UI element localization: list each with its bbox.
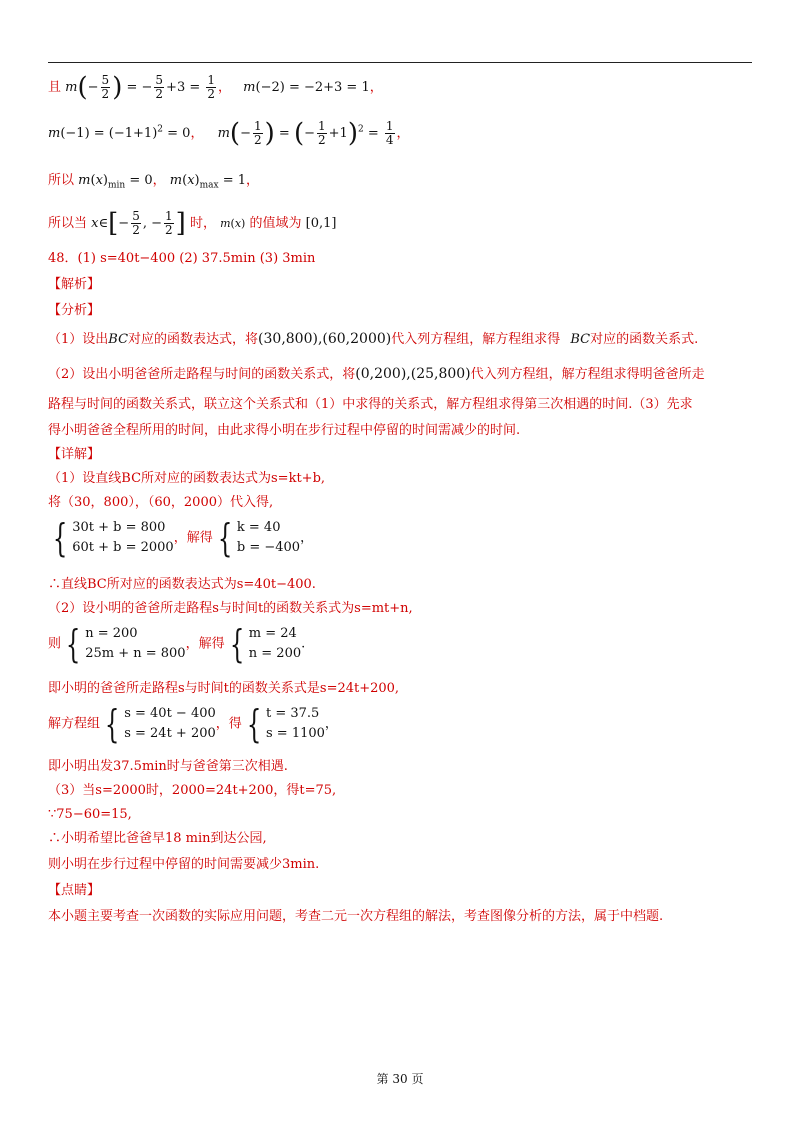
detail-11: ∵75−60=15,: [48, 807, 132, 822]
fenxi-2a: （2）设出小明爸爸所走路程与时间的函数关系式，将: [48, 367, 356, 382]
prefix-suoyi: 所以: [48, 173, 75, 188]
line-m-values-2: [48, 120, 410, 147]
sys3-eq1: s = 40t − 400: [124, 706, 216, 721]
system-3: [124, 704, 216, 744]
math-m-neg-2: m(−2) = −2+3 = 1，: [243, 80, 383, 95]
answer-48: 48．(1) s=40t−400 (2) 37.5min (3) 3min: [48, 251, 316, 266]
line-min-max: [48, 172, 259, 195]
sol2-eq1: m = 24: [248, 626, 297, 641]
fenxi-1d: 对应的函数关系式.: [590, 332, 699, 347]
sol3-eq1: t = 37.5: [265, 706, 320, 721]
solution-2: [249, 624, 301, 664]
line-m-values-1: [48, 74, 383, 101]
sys1-eq1: 30t + b = 800: [72, 520, 166, 535]
text-zhiyuwei: 的值域为: [249, 216, 302, 231]
detail-7: 即小明的爸爸所走路程s与时间t的函数关系式是s=24t+200,: [48, 681, 400, 696]
detail-5: （2）设小明的爸爸所走路程s与时间t的函数关系式为s=mt+n,: [48, 601, 413, 616]
detail-4: ∴直线BC所对应的函数表达式为s=40t−400.: [48, 577, 316, 592]
detail-2: 将（30，800），（60，2000）代入得,: [48, 495, 274, 510]
math-min-max: $m(x)_{min} = 0$， $m(x)_{max} = 1$，: [78, 173, 260, 191]
fenxi-part-2a: [48, 365, 705, 384]
math-m-neg-1: $m(-1) = (-1+1)^2 = 0$，: [48, 124, 204, 141]
math-bc-2: BC: [570, 332, 591, 347]
math-m-of-x: m(x): [220, 217, 246, 230]
fenxi-1c: 代入列方程组，解方程组求得: [391, 332, 561, 347]
prefix-jiefangchengzu: 解方程组: [48, 716, 101, 732]
text-shi: 时，: [189, 216, 216, 231]
detail-13: 则小明在步行过程中停留的时间需要减少3min.: [48, 857, 320, 872]
sol3-eq2: s = 1100: [265, 726, 325, 741]
brace-icon: {: [65, 622, 81, 666]
heading-jiexi: 【解析】: [48, 277, 101, 292]
sys2-eq2: 25m + n = 800: [85, 646, 186, 661]
brace-icon: {: [217, 516, 233, 560]
detail-12: ∴小明希望比爸爸早18 min到达公园,: [48, 831, 267, 846]
sol1-eq1: k = 40: [236, 520, 281, 535]
brace-icon: {: [229, 622, 244, 666]
math-m-neg-1-2: m(− $\frac{1}{2}$ ) = (− $\frac{1}{2}$ +1)$^2$ = $\frac{1}{4}$ ，: [217, 118, 410, 149]
sys3-eq2: s = 24t + 200: [124, 726, 216, 741]
sep-de: ，得: [215, 716, 242, 732]
solution-3: [266, 704, 325, 744]
prefix-suoyidang: 所以当: [48, 216, 88, 231]
detail-1: （1）设直线BC所对应的函数表达式为s=kt+b,: [48, 471, 326, 486]
heading-xiangjie: 【详解】: [48, 447, 101, 462]
sol2-eq2: n = 200: [248, 646, 302, 661]
system-3-line: 解方程组 { s = 40t − 400 s = 24t + 200 ，得 { t = 37.5 s = 1100 ，: [48, 702, 338, 746]
brace-icon: {: [246, 702, 262, 746]
fenxi-1b: 对应的函数表达式，将: [128, 332, 259, 347]
page-footer: 第 30 页: [376, 1072, 424, 1086]
top-rule: [48, 62, 752, 63]
brace-icon: {: [104, 702, 120, 746]
brace-icon: {: [52, 516, 68, 560]
heading-fenxi: 【分析】: [48, 303, 101, 318]
summary: 本小题主要考查一次函数的实际应用问题，考查二元一次方程组的解法，考查图像分析的方法，属于中档题.: [48, 909, 664, 924]
math-m-neg-5-2: m(− $\frac{5}{2}$ ) = − $\frac{5}{2}$ +3 = $\frac{1}{2}$ ，: [65, 72, 232, 103]
fenxi-1a: （1）设出: [48, 332, 109, 347]
system-1: [72, 518, 174, 558]
fenxi-part-2c: 路程与时间的函数关系式，联立这个关系式和（1）中求得的关系式，解方程组求得第三次相遇的时间.（3）先求: [48, 397, 693, 412]
detail-10: （3）当s=2000时，2000=24t+200，得t=75,: [48, 783, 337, 798]
math-bc: BC: [108, 332, 129, 347]
solution-1: [237, 518, 300, 558]
sol1-eq2: b = −400: [236, 540, 301, 555]
line-range: [48, 210, 336, 237]
fenxi-part-2d: 得小明爸爸全程所用的时间，由此求得小明在步行过程中停留的时间需减少的时间.: [48, 423, 521, 438]
system-2-line: 则 { n = 200 25m + n = 800 ，解得 { m = 24 n = 200 .: [48, 622, 306, 666]
prefix-qie: 且: [48, 80, 62, 95]
fenxi-part-1: [48, 330, 698, 349]
sep-jiede-2: ，解得: [185, 636, 225, 652]
math-points-1: (30,800),(60,2000): [258, 331, 392, 347]
math-range-0-1: [0,1]: [305, 216, 337, 231]
math-x-interval: x∈[− $\frac{5}{2}$ , − $\frac{1}{2}$ ]: [91, 208, 186, 239]
system-1-line: { 30t + b = 800 60t + b = 2000 ，解得 { k = 40 b = −400 ，: [52, 516, 314, 560]
sep-jiede-1: ，解得: [173, 530, 213, 546]
detail-9: 即小明出发37.5min时与爸爸第三次相遇.: [48, 759, 288, 774]
system-2: [85, 624, 185, 664]
heading-dianjing: 【点睛】: [48, 883, 101, 898]
sys2-eq1: n = 200: [85, 626, 138, 641]
math-points-2: (0,200),(25,800): [355, 366, 471, 382]
fenxi-2b: 代入列方程组，解方程组求得明爸爸所走: [470, 367, 705, 382]
prefix-ze: 则: [48, 636, 62, 652]
sys1-eq2: 60t + b = 2000: [72, 540, 174, 555]
